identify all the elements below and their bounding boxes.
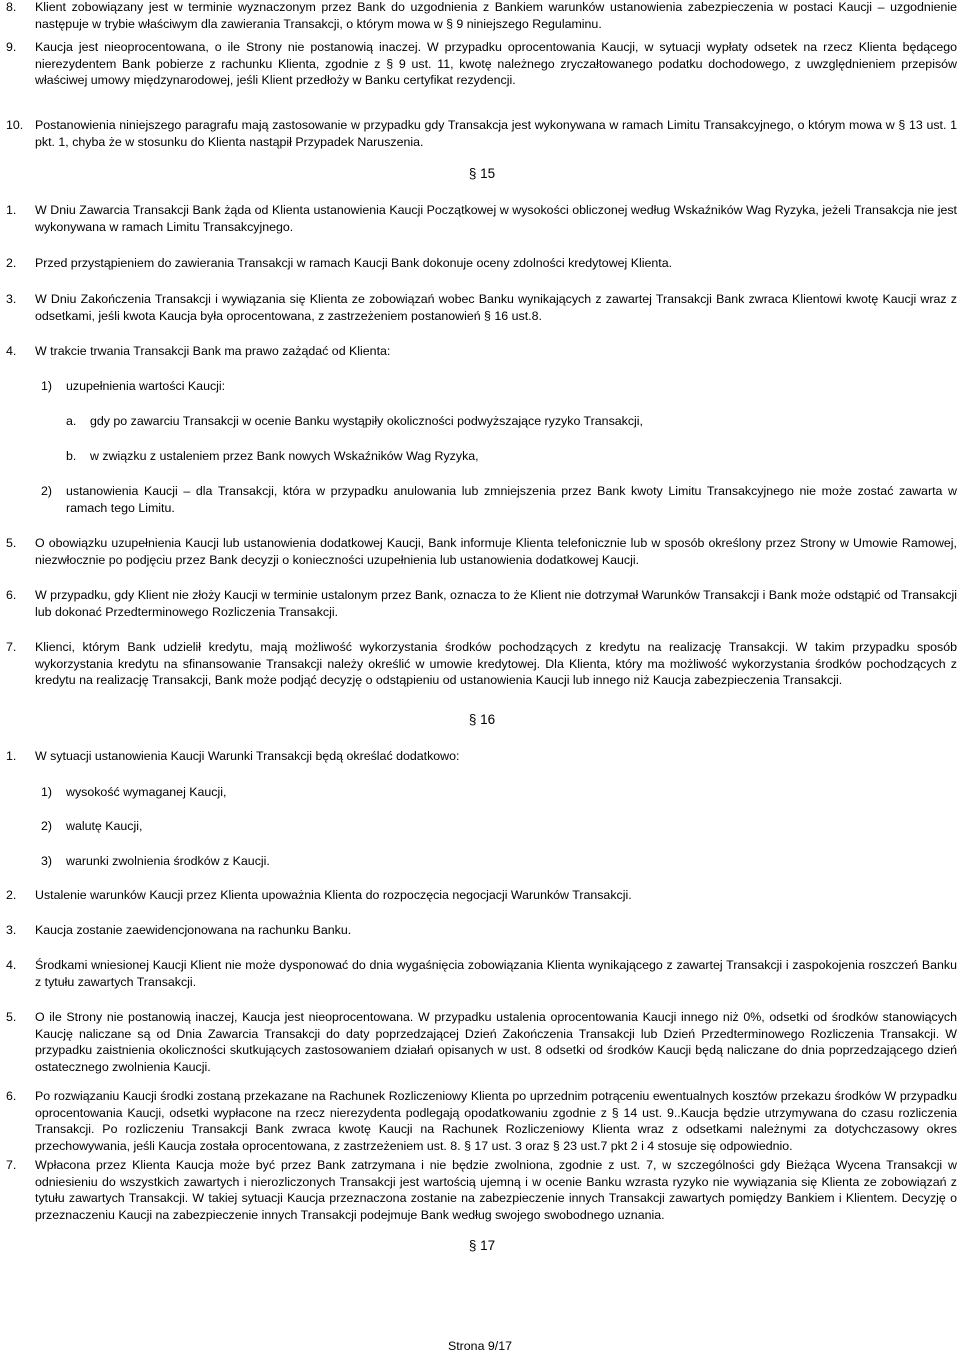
- subitem-text: walutę Kaucji,: [66, 819, 143, 833]
- item-text: Klient zobowiązany jest w terminie wyznaczonym przez Bank do uzgodnienia z Bankiem warunków ustanowienia zabezpieczenia w postaci Kaucji – uzgodnienie następuje w trybie właściwym dla zawierania Transakcji, o którym mowa w § 9 niniejszego Regulaminu.: [35, 0, 957, 31]
- item-text: W Dniu Zawarcia Transakcji Bank żąda od Klienta ustanowienia Kaucji Początkowej w wysokości obliczonej według Wskaźników Wag Ryzyka, jeżeli Transakcja nie jest wykonywana w ramach Limitu Transakcyjnego.: [35, 203, 957, 234]
- item-number: 10.: [6, 118, 24, 132]
- item-number: 4.: [6, 344, 17, 358]
- section-heading-16: § 16: [468, 712, 496, 727]
- item-text: Środkami wniesionej Kaucji Klient nie może dysponować do dnia wygaśnięcia zobowiązania Klienta wynikającego z zawartej Transakcji i zaspokojenia roszczeń Banku z tytułu zawartych Transakcji.: [35, 958, 957, 989]
- item-text: Ustalenie warunków Kaucji przez Klienta upoważnia Klienta do rozpoczęcia negocjacji Warunków Transakcji.: [35, 888, 632, 902]
- item-text: W Dniu Zakończenia Transakcji i wywiązania się Klienta ze zobowiązań wobec Banku wynikających z zawartej Transakcji Bank zwraca Klientowi kwotę Kaucji wraz z odsetkami, jeśli kwota Kaucja była oprocentowana, z zastrzeżeniem postanowień § 16 ust.8.: [35, 292, 957, 323]
- letter-number: b.: [66, 449, 77, 463]
- subitem-number: 2): [41, 819, 53, 833]
- item-text: W przypadku, gdy Klient nie złoży Kaucji w terminie ustalonym przez Bank, oznacza to że Klient nie dotrzymał Warunków Transakcji i Bank może odstąpić od Transakcji lub dokonać Przedterminowego Rozliczenia Transakcji.: [35, 588, 957, 619]
- item-number: 4.: [6, 958, 17, 972]
- subitem-text: uzupełnienia wartości Kaucji:: [66, 379, 226, 393]
- item-number: 7.: [6, 640, 17, 654]
- item-text: O ile Strony nie postanowią inaczej, Kaucja jest nieoprocentowana. W przypadku ustalenia oprocentowania Kaucji innego niż 0%, odsetki od środków stanowiących Kaucję naliczane są od Dnia Zawarcia Transakcji do daty poprzedzającej Dzień Zakończenia Transakcji lub Dzień Przedterminowego Rozliczenia Transakcji. W przypadku zaistnienia okoliczności skutkujących zastosowaniem działań opisanych w ust. 8 odsetki od środków Kaucji będą naliczane do dnia poprzedzającego dzień ostatecznego zwolnienia Kaucji.: [35, 1010, 957, 1074]
- item-number: 5.: [6, 1010, 17, 1024]
- item-text: Wpłacona przez Klienta Kaucja może być przez Bank zatrzymana i nie będzie zwolniona, zgodnie z ust. 7, w szczególności gdy Bieżąca Wycena Transakcji w odniesieniu do wszystkich zawartych i nierozliczonych Transakcji jest wartością ujemną i w ocenie Banku wzrasta ryzyko nie wywiązania się Klienta ze zobowiązań z tytułu zawartych Transakcji. W takiej sytuacji Kaucja przeznaczona zostanie na zabezpieczenie innych Transakcji zawartych pomiędzy Bankiem i Klientem. Decyzję o przeznaczeniu Kaucji na zabezpieczenie innych Transakcji podejmuje Bank według swojego swobodnego uznania.: [35, 1158, 957, 1222]
- item-number: 6.: [6, 1089, 17, 1103]
- item-number: 3.: [6, 923, 17, 937]
- item-number: 6.: [6, 588, 17, 602]
- subitem-text: ustanowienia Kaucji – dla Transakcji, która w przypadku anulowania lub zmniejszenia przez Bank kwoty Limitu Transakcyjnego nie może zostać zawarta w ramach tego Limitu.: [66, 484, 957, 515]
- subitem-text: wysokość wymaganej Kaucji,: [66, 785, 227, 799]
- letter-text: w związku z ustaleniem przez Bank nowych Wskaźników Wag Ryzyka,: [90, 449, 479, 463]
- section-heading-17: § 17: [468, 1238, 496, 1253]
- letter-number: a.: [66, 414, 77, 428]
- item-number: 2.: [6, 256, 17, 270]
- subitem-number: 2): [41, 484, 53, 498]
- item-text: O obowiązku uzupełnienia Kaucji lub ustanowienia dodatkowej Kaucji, Bank informuje Klienta telefonicznie lub w sposób określony przez Strony w Umowie Ramowej, niezwłocznie po podjęciu przez Bank decyzji o konieczności uzupełnienia lub ustanowienia dodatkowej Kaucji.: [35, 536, 957, 567]
- page-number-footer: Strona 9/17: [447, 1339, 513, 1353]
- subitem-number: 3): [41, 854, 53, 868]
- item-number: 5.: [6, 536, 17, 550]
- item-number: 9.: [6, 40, 17, 54]
- item-text: Kaucja jest nieoprocentowana, o ile Strony nie postanowią inaczej. W przypadku oprocentowania Kaucji, w sytuacji wypłaty odsetek na rzecz Klienta będącego nierezydentem Bank pobierze z rachunku Klienta, zgodnie z § 9 ust. 11, kwotę należnego zryczałtowanego podatku dochodowego, z uwzględnieniem przepisów właściwej umowy międzynarodowej, jeśli Klient przedłoży w Banku certyfikat rezydencji.: [35, 40, 957, 87]
- item-number: 7.: [6, 1158, 17, 1172]
- item-number: 3.: [6, 292, 17, 306]
- item-number: 2.: [6, 888, 17, 902]
- item-text: Kaucja zostanie zaewidencjonowana na rachunku Banku.: [35, 923, 352, 937]
- letter-text: gdy po zawarciu Transakcji w ocenie Banku wystąpiły okoliczności podwyższające ryzyko Transakcji,: [90, 414, 643, 428]
- section-heading-15: § 15: [468, 166, 496, 181]
- item-number: 8.: [6, 0, 17, 14]
- item-text: W trakcie trwania Transakcji Bank ma prawo zażądać od Klienta:: [35, 344, 391, 358]
- item-number: 1.: [6, 749, 17, 763]
- item-text: W sytuacji ustanowienia Kaucji Warunki Transakcji będą określać dodatkowo:: [35, 749, 460, 763]
- item-text: Klienci, którym Bank udzielił kredytu, mają możliwość wykorzystania środków pochodzących z kredytu na realizację Transakcji. W takim przypadku sposób wykorzystania kredytu na sfinansowanie Transakcji należy określić w umowie kredytowej. Dla Klienta, który ma możliwość wykorzystania środków pochodzących z kredytu na realizację Transakcji, Bank może podjąć decyzję o odstąpieniu od ustanowienia Kaucji lub innego niż Kaucja zabezpieczenia Transakcji.: [35, 640, 957, 687]
- item-text: Postanowienia niniejszego paragrafu mają zastosowanie w przypadku gdy Transakcja jest wykonywana w ramach Limitu Transakcyjnego, o którym mowa w § 13 ust. 1 pkt. 1, chyba że w stosunku do Klienta nastąpił Przypadek Naruszenia.: [35, 118, 957, 149]
- item-number: 1.: [6, 203, 17, 217]
- item-text: Przed przystąpieniem do zawierania Transakcji w ramach Kaucji Bank dokonuje oceny zdolności kredytowej Klienta.: [35, 256, 673, 270]
- item-text: Po rozwiązaniu Kaucji środki zostaną przekazane na Rachunek Rozliczeniowy Klienta po uprzednim potrąceniu ewentualnych kosztów przekazu środków W przypadku oprocentowania Kaucji, odsetki wypłacone na rzecz nierezydenta podlegają opodatkowaniu zgodnie z § 14 ust. 9..Kaucja będzie utrzymywana do czasu rozliczenia Transakcji. Po rozliczeniu Transakcji Bank zwraca kwotę Kaucji na Rachunek Rozliczeniowy Klienta wraz z odsetkami należnymi za dotychczasowy okres przechowywania, jeśli Kaucja została oprocentowana, z zastrzeżeniem ust. 8. § 17 ust. 3 oraz § 23 ust.7 pkt 2 i 4 stosuje się odpowiednio.: [35, 1089, 957, 1153]
- subitem-number: 1): [41, 379, 53, 393]
- subitem-text: warunki zwolnienia środków z Kaucji.: [66, 854, 270, 868]
- subitem-number: 1): [41, 785, 53, 799]
